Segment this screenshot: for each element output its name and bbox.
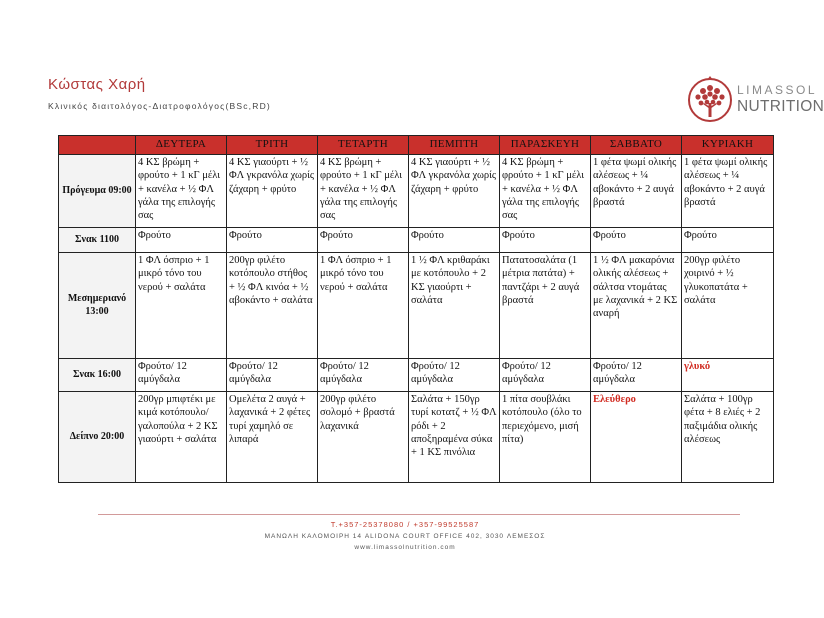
row-label-lunch: Μεσημεριανό 13:00 bbox=[59, 253, 136, 359]
meal-cell: 4 ΚΣ γιαούρτι + ½ ΦΛ γκρανόλα χωρίς ζάχαρη + φρύτο bbox=[227, 155, 318, 228]
table-header-row bbox=[59, 136, 774, 155]
meal-cell: Φρούτο bbox=[500, 228, 591, 253]
logo-text-nutrition: NUTRITION bbox=[737, 97, 824, 115]
meal-cell: 1 ½ ΦΛ μακαρόνια ολικής αλέσεως + σάλτσα ντομάτας με λαχανικά + 2 ΚΣ αναρή bbox=[591, 253, 682, 359]
dietitian-name: Κώστας Χαρή bbox=[48, 76, 146, 93]
meal-cell: Φρούτο/ 12 αμύγδαλα bbox=[409, 359, 500, 392]
row-label-breakfast: Πρόγευμα 09:00 bbox=[59, 155, 136, 228]
meal-cell: Σαλάτα + 100γρ φέτα + 8 ελιές + 2 παξιμάδια ολικής αλέσεως bbox=[682, 392, 774, 483]
day-header-saturday: ΣΑΒΒΑΤΟ bbox=[591, 136, 682, 155]
footer-phone: T.+357-25378080 / +357-99525587 bbox=[330, 520, 480, 529]
table-row-lunch bbox=[59, 253, 774, 359]
meal-cell: 1 ΦΛ όσπριο + 1 μικρό τόνο του νερού + σαλάτα bbox=[136, 253, 227, 359]
logo-text-limassol: LIMASSOL bbox=[737, 82, 818, 97]
meal-cell: 200γρ φιλέτο σολομό + βραστά λαχανικά bbox=[318, 392, 409, 483]
table-row-breakfast bbox=[59, 155, 774, 228]
row-label-snack-morning: Σνακ 1100 bbox=[59, 228, 136, 253]
meal-cell: 4 ΚΣ βρώμη + φρούτο + 1 κΓ μέλι + κανέλα + ½ ΦΛ γάλα της επιλογής σας bbox=[136, 155, 227, 228]
meal-cell: 200γρ μπιφτέκι με κιμά κοτόπουλο/ γαλοπούλα + 2 ΚΣ γιαούρτι + σαλάτα bbox=[136, 392, 227, 483]
meal-cell: Ομελέτα 2 αυγά + λαχανικά + 2 φέτες τυρί χαμηλό σε λιπαρά bbox=[227, 392, 318, 483]
meal-cell: 1 φέτα ψωμί ολικής αλέσεως + ¼ αβοκάντο + 2 αυγά βραστά bbox=[682, 155, 774, 228]
meal-cell: Φρούτο bbox=[591, 228, 682, 253]
meal-cell: Φρούτο/ 12 αμύγδαλα bbox=[136, 359, 227, 392]
limassol-nutrition-logo bbox=[686, 72, 824, 126]
meal-cell: 200γρ φιλέτο κοτόπουλο στήθος + ½ ΦΛ κινόα + ½ αβοκάντο + σαλάτα bbox=[227, 253, 318, 359]
meal-cell: 4 ΚΣ βρώμη + φρούτο + 1 κΓ μέλι + κανέλα + ½ ΦΛ γάλα της επιλογής σας bbox=[500, 155, 591, 228]
meal-cell: 1 φέτα ψωμί ολικής αλέσεως + ¼ αβοκάντο + 2 αυγά βραστά bbox=[591, 155, 682, 228]
footer-website: www.limassolnutrition.com bbox=[354, 544, 456, 551]
day-header-tuesday: ΤΡΙΤΗ bbox=[227, 136, 318, 155]
footer-divider bbox=[98, 514, 740, 515]
row-label-dinner: Δείπνο 20:00 bbox=[59, 392, 136, 483]
meal-cell-sweet: γλυκό bbox=[682, 359, 774, 392]
weekly-meal-plan-table bbox=[58, 135, 774, 483]
table-row-snack-afternoon bbox=[59, 359, 774, 392]
table-row-dinner bbox=[59, 392, 774, 483]
meal-cell: 4 ΚΣ γιαούρτι + ½ ΦΛ γκρανόλα χωρίς ζάχαρη + φρύτο bbox=[409, 155, 500, 228]
meal-cell: Φρούτο bbox=[409, 228, 500, 253]
row-label-snack-afternoon: Σνακ 16:00 bbox=[59, 359, 136, 392]
meal-cell: 200γρ φιλέτο χοιρινό + ½ γλυκοπατάτα + σαλάτα bbox=[682, 253, 774, 359]
header-corner-cell bbox=[59, 136, 136, 155]
day-header-friday: ΠΑΡΑΣΚΕΥΗ bbox=[500, 136, 591, 155]
footer-address: ΜΑΝΩΛΗ ΚΑΛΟΜΟΙΡΗ 14 ALIDONA COURT OFFICE 402, 3030 ΛΕΜΕΣΟΣ bbox=[264, 533, 546, 540]
meal-cell: Πατατοσαλάτα (1 μέτρια πατάτα) + παντζάρι + 2 αυγά βραστά bbox=[500, 253, 591, 359]
meal-cell: 1 ½ ΦΛ κριθαράκι με κοτόπουλο + 2 ΚΣ γιαούρτι + σαλάτα bbox=[409, 253, 500, 359]
table-row-snack-morning bbox=[59, 228, 774, 253]
meal-cell: 1 πίτα σουβλάκι κοτόπουλο (όλο το περιεχόμενο, μισή πίτα) bbox=[500, 392, 591, 483]
meal-cell: Φρούτο bbox=[318, 228, 409, 253]
meal-cell: 1 ΦΛ όσπριο + 1 μικρό τόνο του νερού + σαλάτα bbox=[318, 253, 409, 359]
meal-cell: Φρούτο bbox=[227, 228, 318, 253]
day-header-wednesday: ΤΕΤΑΡΤΗ bbox=[318, 136, 409, 155]
day-header-monday: ΔΕΥΤΕΡΑ bbox=[136, 136, 227, 155]
meal-cell: Φρούτο/ 12 αμύγδαλα bbox=[227, 359, 318, 392]
meal-cell: Φρούτο/ 12 αμύγδαλα bbox=[318, 359, 409, 392]
day-header-sunday: ΚΥΡΙΑΚΗ bbox=[682, 136, 774, 155]
meal-cell: Φρούτο bbox=[682, 228, 774, 253]
day-header-thursday: ΠΕΜΠΤΗ bbox=[409, 136, 500, 155]
tree-logo-icon bbox=[686, 73, 734, 125]
meal-cell: Φρούτο/ 12 αμύγδαλα bbox=[591, 359, 682, 392]
dietitian-title: Κλινικός διαιτολόγος-Διατροφολόγος(BSc,RD) bbox=[48, 101, 271, 111]
meal-cell: Φρούτο/ 12 αμύγδαλα bbox=[500, 359, 591, 392]
meal-cell: 4 ΚΣ βρώμη + φρούτο + 1 κΓ μέλι + κανέλα + ½ ΦΛ γάλα της επιλογής σας bbox=[318, 155, 409, 228]
meal-cell: Σαλάτα + 150γρ τυρί κοτατζ + ½ ΦΛ ρόδι + 2 αποξηραμένα σύκα + 1 ΚΣ πινόλια bbox=[409, 392, 500, 483]
meal-cell: Φρούτο bbox=[136, 228, 227, 253]
meal-cell-free: Ελεύθερο bbox=[591, 392, 682, 483]
